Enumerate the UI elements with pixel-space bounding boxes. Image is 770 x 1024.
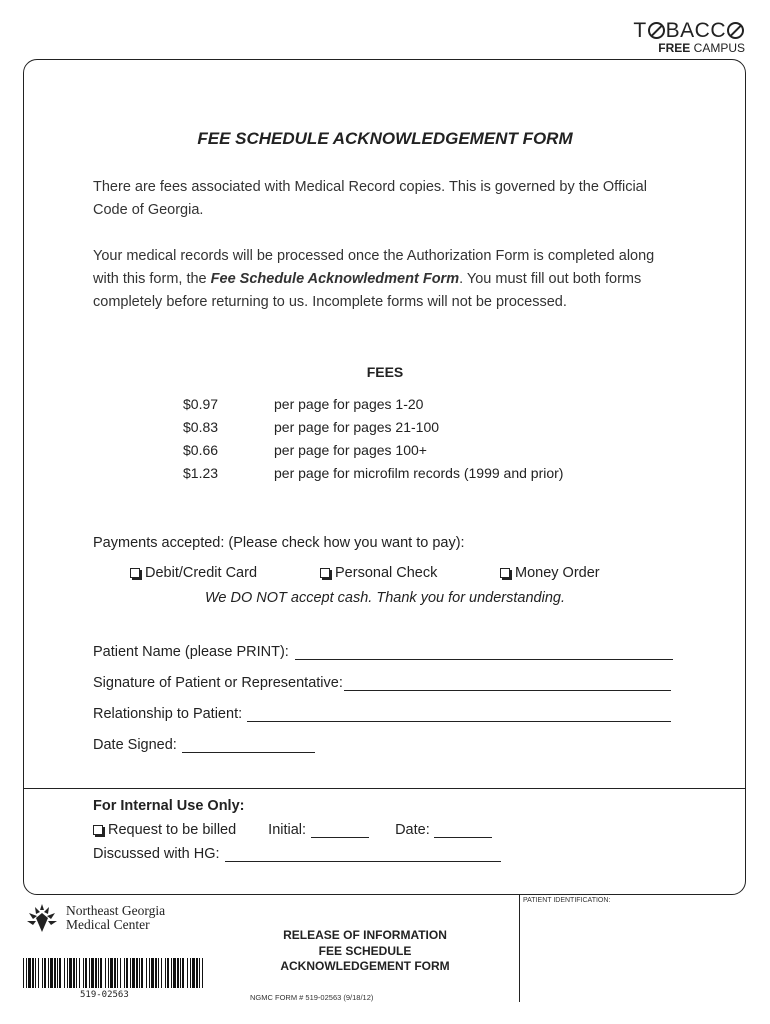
- logo-campus: CAMPUS: [690, 41, 745, 55]
- discussed-row: [93, 846, 501, 862]
- checkbox-icon[interactable]: [500, 568, 510, 578]
- payment-option-check[interactable]: [320, 565, 437, 581]
- fee-description: per page for pages 100+: [274, 442, 427, 458]
- internal-date-label: Date:: [395, 822, 430, 838]
- request-billed-label: Request to be billed: [108, 822, 237, 838]
- fee-description: per page for microfilm records (1999 and prior): [274, 465, 564, 481]
- form-title: FEE SCHEDULE ACKNOWLEDGEMENT FORM: [197, 129, 573, 148]
- internal-billing-row: [93, 822, 492, 838]
- ngmc-logo: [24, 902, 165, 934]
- date-signed-field[interactable]: [93, 737, 315, 753]
- fees-title: FEES: [366, 364, 404, 380]
- release-line3: ACKNOWLEDGEMENT FORM: [280, 959, 450, 973]
- fee-amount: $0.97: [183, 396, 219, 412]
- fee-amount: $1.23: [183, 465, 219, 481]
- discussed-label: Discussed with HG:: [93, 846, 220, 862]
- discussed-line[interactable]: [225, 847, 501, 862]
- internal-use-title: For Internal Use Only:: [93, 798, 245, 814]
- form-number: NGMC FORM # 519-02563 (9/18/12): [250, 993, 374, 1002]
- request-billed-option[interactable]: [93, 822, 236, 838]
- no-cash-note: We DO NOT accept cash. Thank you for understanding.: [205, 590, 565, 606]
- fee-row: [183, 396, 423, 419]
- initial-label: Initial:: [268, 822, 307, 838]
- payment-option-label: Personal Check: [335, 565, 438, 581]
- intro-paragraph: There are fees associated with Medical Record copies. This is governed by the Official Code of Georgia.: [93, 179, 647, 218]
- processing-paragraph: [93, 245, 683, 314]
- release-line1: RELEASE OF INFORMATION: [283, 928, 447, 942]
- fee-amount: $0.66: [183, 442, 219, 458]
- relationship-field[interactable]: [93, 706, 671, 722]
- checkbox-icon[interactable]: [320, 568, 330, 578]
- release-line2: FEE SCHEDULE: [318, 943, 412, 958]
- processing-text-2: . You must fill out both forms completely before returning to us. Incomplete forms will not be processed.: [93, 271, 642, 310]
- checkbox-icon[interactable]: [130, 568, 140, 578]
- payment-option-label: Debit/Credit Card: [145, 565, 258, 581]
- processing-form-name: Fee Schedule Acknowledment Form: [210, 271, 460, 287]
- release-title: [250, 928, 480, 975]
- no-smoking-icon: [727, 22, 744, 39]
- payment-label: Payments accepted: (Please check how you want to pay):: [93, 535, 465, 551]
- fee-description: per page for pages 21-100: [274, 419, 440, 435]
- fee-description: per page for pages 1-20: [274, 396, 424, 412]
- processing-text-1: Your medical records will be processed once the Authorization Form is completed along with this form, the: [93, 248, 655, 287]
- signature-label: Signature of Patient or Representative:: [93, 675, 343, 691]
- date-signed-line[interactable]: [182, 738, 315, 753]
- ngmc-emblem-icon: [24, 902, 62, 934]
- patient-name-field[interactable]: [93, 644, 673, 660]
- signature-line[interactable]: [344, 676, 671, 691]
- fee-amount: $0.83: [183, 419, 219, 435]
- internal-date-line[interactable]: [434, 823, 492, 838]
- patient-id-box: [519, 895, 770, 1002]
- patient-name-line[interactable]: [295, 645, 673, 660]
- fee-row: [183, 442, 427, 465]
- signature-field[interactable]: [93, 675, 671, 691]
- logo-tobacco-text: BACC: [665, 19, 726, 42]
- fee-row: [183, 419, 439, 442]
- no-smoking-icon: [648, 22, 665, 39]
- initial-line[interactable]: [311, 823, 369, 838]
- patient-id-label: PATIENT IDENTIFICATION:: [523, 897, 611, 904]
- logo-tobacco-t: T: [633, 19, 647, 42]
- logo-free: FREE: [658, 41, 691, 55]
- relationship-label: Relationship to Patient:: [93, 706, 243, 722]
- tobacco-free-logo: [633, 20, 745, 54]
- payment-option-money-order[interactable]: [500, 565, 600, 581]
- org-name-line1: Northeast Georgia: [66, 903, 166, 918]
- org-name-line2: Medical Center: [66, 917, 150, 932]
- checkbox-icon[interactable]: [93, 825, 103, 835]
- barcode-icon: [23, 958, 203, 988]
- payment-option-label: Money Order: [515, 565, 600, 581]
- relationship-line[interactable]: [247, 707, 671, 722]
- barcode-number: 519-02563: [80, 990, 129, 1000]
- fee-row: [183, 465, 563, 488]
- internal-divider: [23, 788, 746, 789]
- date-signed-label: Date Signed:: [93, 737, 177, 753]
- patient-name-label: Patient Name (please PRINT):: [93, 644, 289, 660]
- payment-option-card[interactable]: [130, 565, 257, 581]
